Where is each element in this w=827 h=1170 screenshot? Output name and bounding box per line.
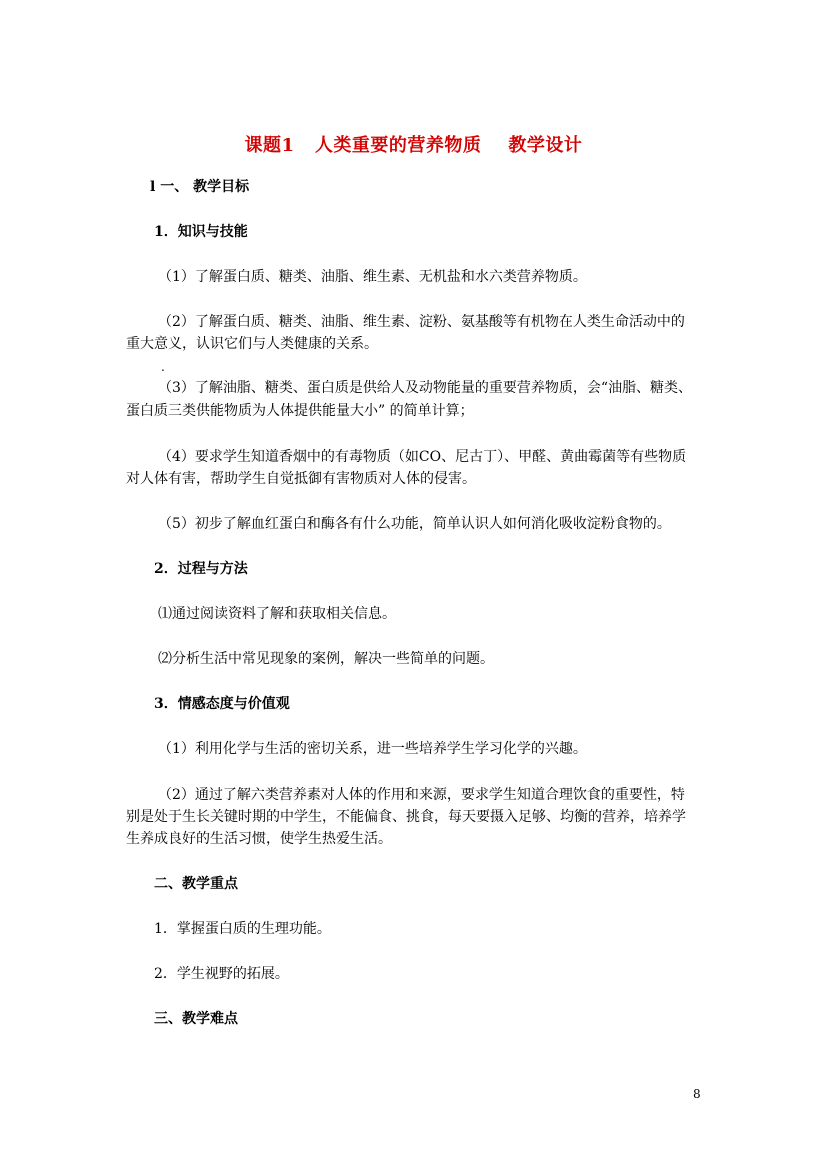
subheading-process-methods: 2．过程与方法 — [154, 561, 248, 577]
stray-mark: . — [161, 360, 165, 374]
paragraph-attitude-1: （1）利用化学与生活的密切关系，进一些培养学生学习化学的兴趣。 — [158, 741, 587, 757]
subheading-knowledge-skills: 1．知识与技能 — [154, 224, 248, 240]
paragraph-knowledge-2-line2: 重大意义，认识它们与人类健康的关系。 — [126, 336, 378, 352]
paragraph-process-2: ⑵分析生活中常见现象的案例，解决一些简单的问题。 — [158, 651, 494, 667]
paragraph-key-point-1: 1．掌握蛋白质的生理功能。 — [154, 921, 331, 937]
paragraph-attitude-2-line3: 生养成良好的生活习惯，使学生热爱生活。 — [126, 831, 392, 847]
paragraph-knowledge-2-line1: （2）了解蛋白质、糖类、油脂、维生素、淀粉、氨基酸等有机物在人类生命活动中的 — [158, 314, 685, 330]
section-heading-objectives: l 一、 教学目标 — [150, 179, 250, 195]
section-heading-difficulties: 三、教学难点 — [154, 1011, 238, 1027]
paragraph-knowledge-3-line1: （3）了解油脂、糖类、蛋白质是供给人及动物能量的重要营养物质，会“油脂、糖类、 — [158, 380, 693, 396]
paragraph-key-point-2: 2．学生视野的拓展。 — [154, 966, 289, 982]
page-number: 8 — [693, 1087, 701, 1101]
paragraph-knowledge-3-line2: 蛋白质三类供能物质为人体提供能量大小” 的简单计算； — [126, 403, 474, 419]
paragraph-knowledge-5: （5）初步了解血红蛋白和酶各有什么功能，简单认识人如何消化吸收淀粉食物的。 — [158, 516, 671, 532]
paragraph-knowledge-1: （1）了解蛋白质、糖类、油脂、维生素、无机盐和水六类营养物质。 — [158, 269, 587, 285]
document-title: 课题1 人类重要的营养物质 教学设计 — [244, 135, 583, 156]
section-heading-key-points: 二、教学重点 — [154, 876, 238, 892]
paragraph-attitude-2-line1: （2）通过了解六类营养素对人体的作用和来源，要求学生知道合理饮食的重要性，特 — [158, 787, 685, 803]
paragraph-knowledge-4-line2: 对人体有害，帮助学生自觉抵御有害物质对人体的侵害。 — [126, 471, 476, 487]
paragraph-knowledge-4-line1: （4）要求学生知道香烟中的有毒物质（如CO、尼古丁）、甲醛、黄曲霉菌等有些物质 — [158, 449, 687, 465]
paragraph-process-1: ⑴通过阅读资料了解和获取相关信息。 — [158, 606, 396, 622]
subheading-attitudes-values: 3．情感态度与价值观 — [154, 696, 290, 712]
paragraph-attitude-2-line2: 别是处于生长关键时期的中学生，不能偏食、挑食，每天要摄入足够、均衡的营养，培养学 — [126, 809, 686, 825]
